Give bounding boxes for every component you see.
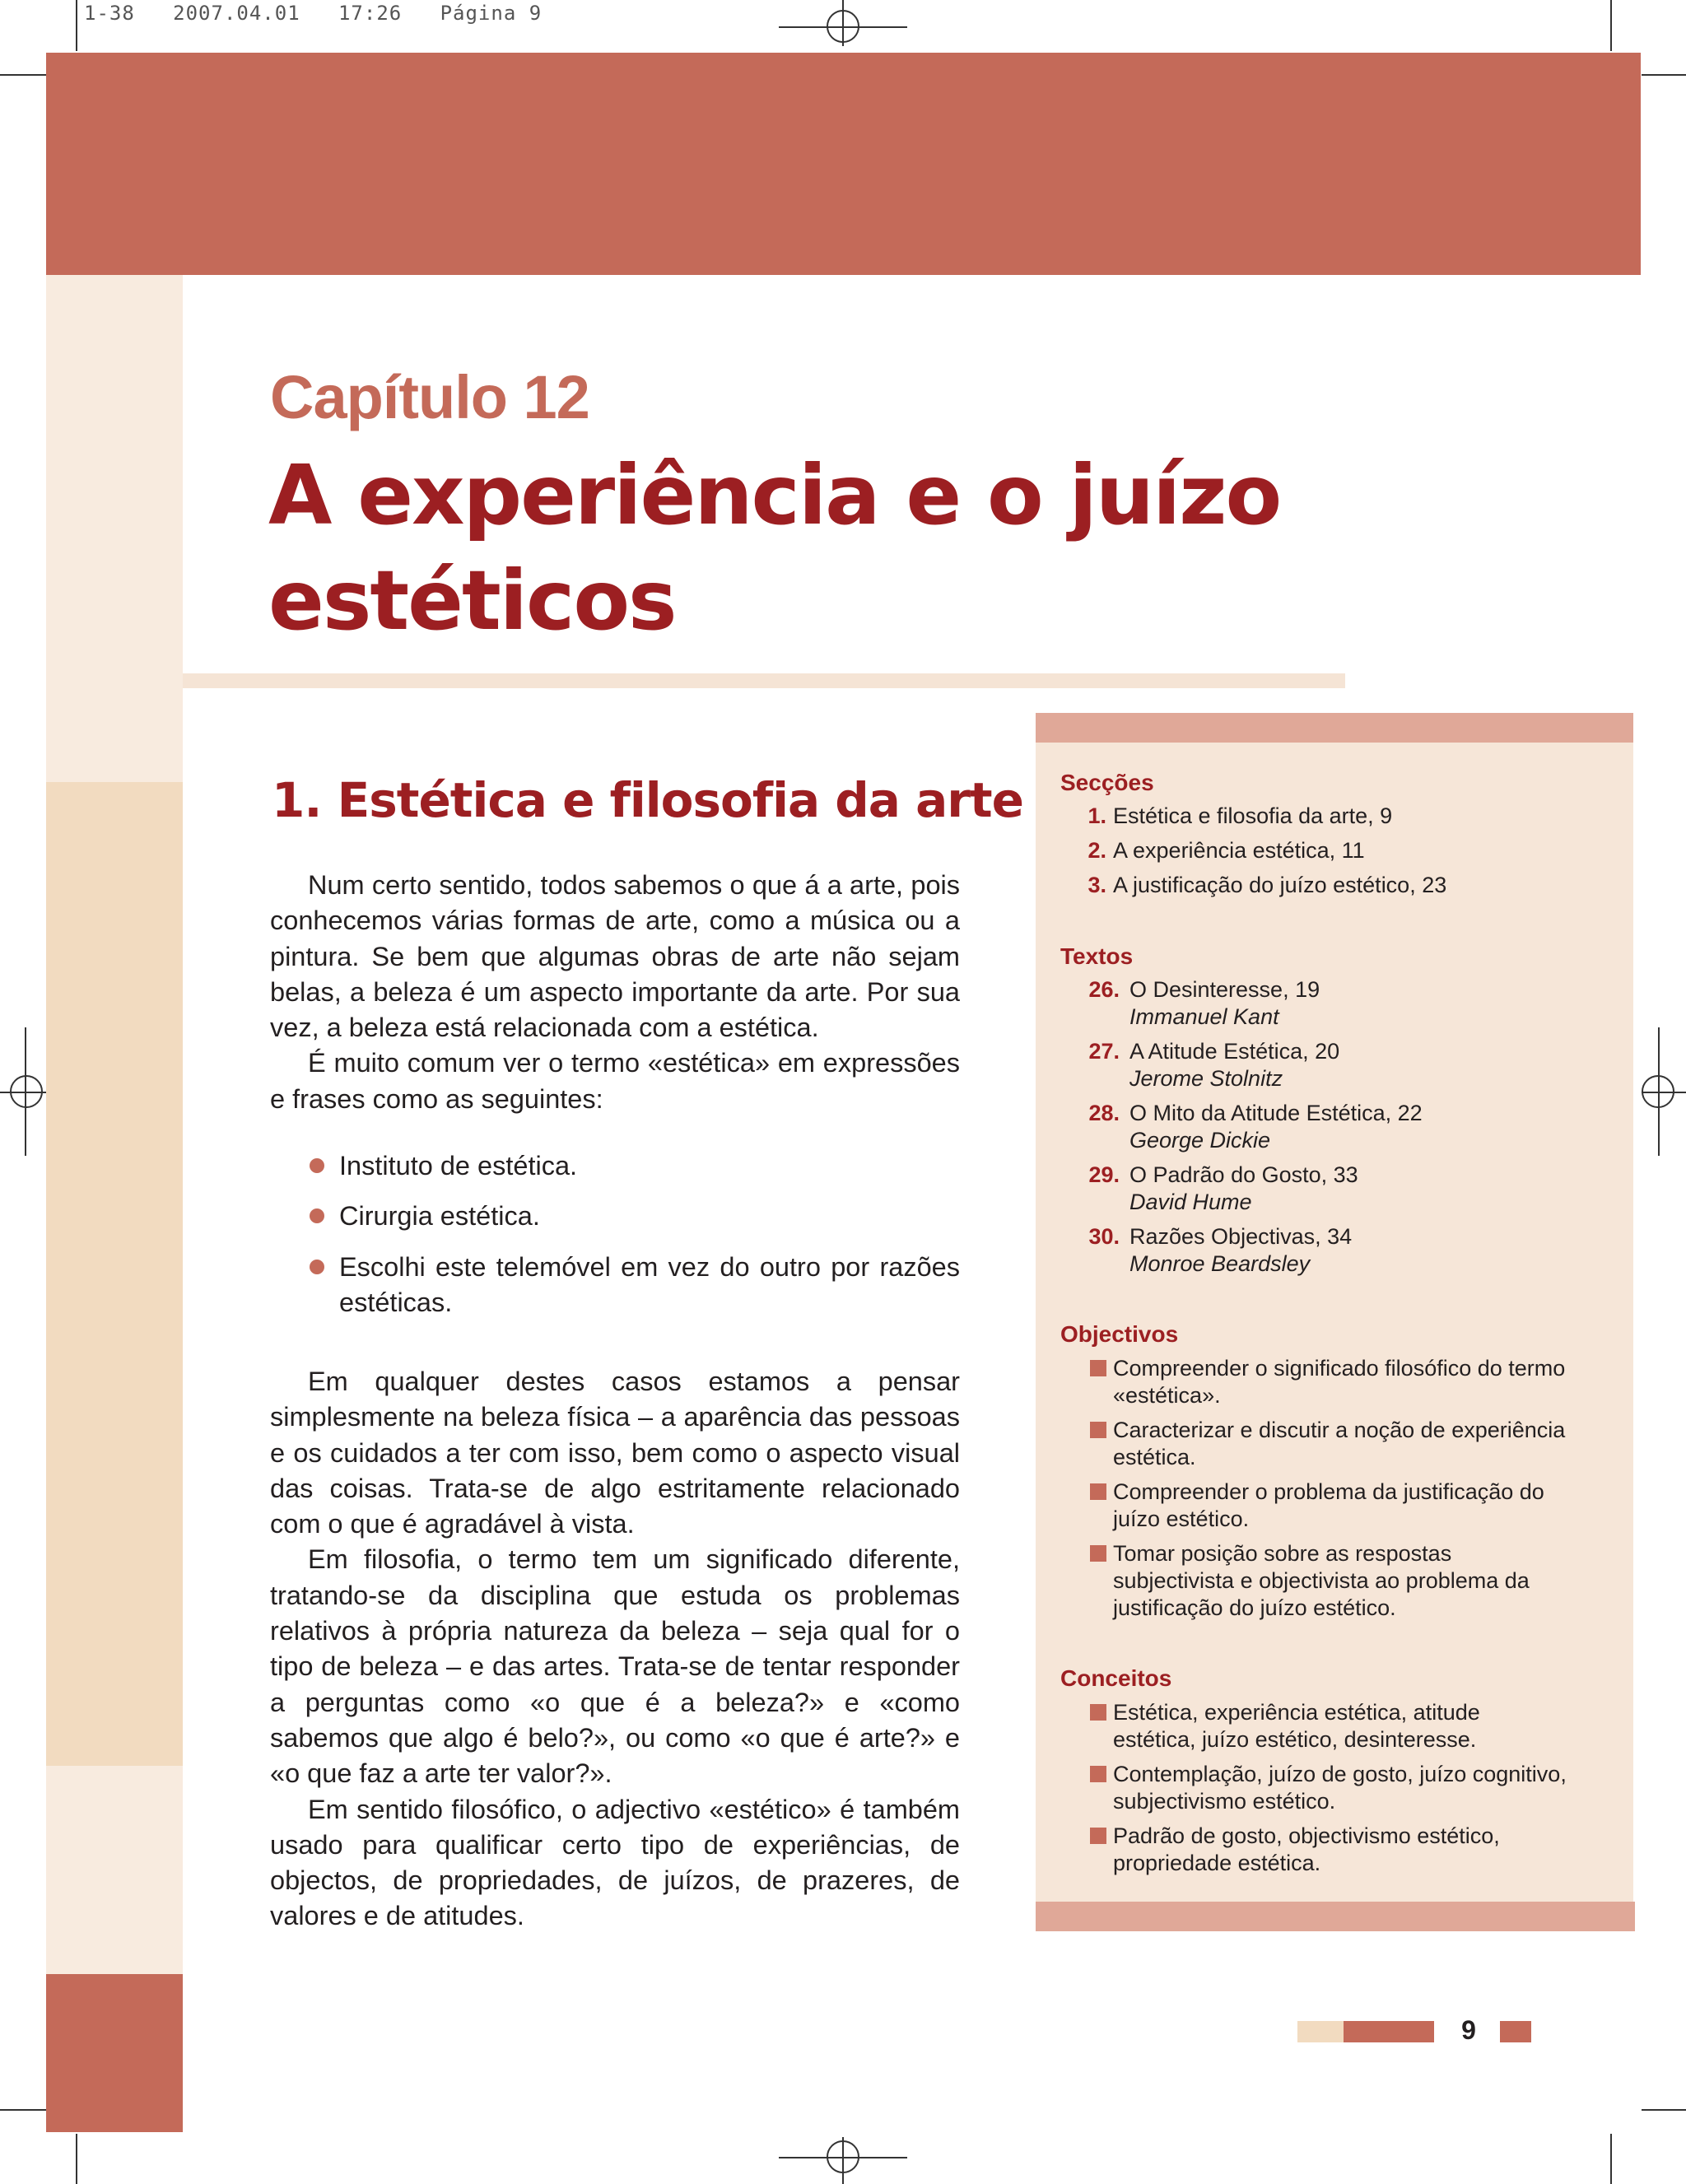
item-author: George Dickie: [1129, 1128, 1271, 1153]
paragraph: Em sentido filosófico, o adjectivo «estético» é também usado para qualificar certo tipo de experiências, de objectos, de propriedades, de juízos, de prazeres, de valores e de atitudes.: [270, 1794, 960, 1931]
square-bullet-icon: [1090, 1766, 1106, 1782]
title-rule: [183, 673, 1345, 688]
objectivo-item: [1090, 1417, 1584, 1471]
item-number: 26.: [1088, 977, 1120, 1002]
item-author: David Hume: [1129, 1190, 1252, 1214]
footer-bar: [1344, 2021, 1434, 2042]
item-text: Compreender o problema da justificação do juízo estético.: [1113, 1479, 1544, 1531]
item-number: 28.: [1088, 1101, 1120, 1125]
item-number: 27.: [1088, 1039, 1120, 1064]
crop-mark: [0, 2109, 46, 2111]
item-text: O Padrão do Gosto, 33: [1129, 1162, 1358, 1187]
objectivo-item: [1090, 1540, 1567, 1622]
body-text-main: [270, 1364, 960, 1935]
item-text: O Mito da Atitude Estética, 22: [1129, 1101, 1423, 1125]
section-heading: 1. Estética e filosofia da arte: [272, 772, 1023, 828]
margin-band: [46, 1974, 183, 2132]
objectivo-item: [1090, 1355, 1584, 1409]
body-text-intro: [270, 868, 960, 1117]
item-text: Estética e filosofia da arte, 9: [1113, 803, 1393, 828]
footer-bar: [1297, 2021, 1344, 2042]
item-number: 3.: [1088, 873, 1106, 897]
chapter-title: A experiência e o juízo estéticos: [268, 447, 1281, 649]
item-text: Caracterizar e discutir a noção de experiência estética.: [1113, 1418, 1566, 1469]
crop-mark: [76, 2134, 77, 2184]
chapter-label: Capítulo 12: [270, 363, 589, 431]
crop-mark: [1610, 2134, 1612, 2184]
list-item: [270, 1199, 960, 1234]
conceito-item: [1090, 1823, 1567, 1877]
list-item: [270, 1250, 960, 1321]
crop-mark: [0, 74, 46, 76]
crop-mark: [76, 0, 77, 51]
item-author: Immanuel Kant: [1129, 1004, 1279, 1029]
registration-mark-bottom: [827, 2140, 859, 2173]
conceito-item: [1090, 1761, 1567, 1815]
crop-mark: [1610, 0, 1612, 51]
list-item-text: Instituto de estética.: [339, 1151, 578, 1180]
paragraph: Num certo sentido, todos sabemos o que á a arte, pois conhecemos várias formas de arte, como a música ou a pintura. Se bem que algumas obras de arte não sejam belas, a beleza é um aspecto importante da arte. Por sua vez, a beleza está relacionada com a estética.: [270, 870, 960, 1043]
item-author: Jerome Stolnitz: [1129, 1066, 1283, 1091]
summary-box-top-bar: [1036, 713, 1633, 743]
textos-heading: Textos: [1060, 943, 1134, 969]
crop-mark: [1642, 74, 1686, 76]
footer-bar: [1500, 2021, 1531, 2042]
list-item-text: Cirurgia estética.: [339, 1201, 540, 1232]
margin-band: [46, 782, 183, 1766]
objectivo-item: [1090, 1479, 1584, 1533]
list-item: [270, 1148, 960, 1184]
registration-mark-right: [1642, 1075, 1674, 1108]
item-number: 30.: [1088, 1224, 1120, 1249]
bullet-icon: [310, 1158, 324, 1173]
item-text: A justificação do juízo estético, 23: [1113, 873, 1447, 897]
conceitos-heading: Conceitos: [1060, 1665, 1172, 1691]
conceito-item: [1090, 1699, 1567, 1753]
item-text: A experiência estética, 11: [1113, 838, 1365, 863]
bullet-icon: [310, 1208, 324, 1223]
seccoes-heading: Secções: [1060, 770, 1154, 795]
list-item-text: Escolhi este telemóvel em vez do outro por razões estéticas.: [339, 1251, 960, 1317]
item-number: 1.: [1088, 803, 1106, 828]
summary-box-bottom-bar: [1036, 1902, 1635, 1931]
item-text: Padrão de gosto, objectivismo estético, propriedade estética.: [1113, 1823, 1500, 1875]
bullet-icon: [310, 1260, 324, 1274]
square-bullet-icon: [1090, 1483, 1106, 1500]
example-list: [270, 1148, 960, 1335]
printer-slug: 1-38 2007.04.01 17:26 Página 9: [84, 2, 543, 25]
item-text: Razões Objectivas, 34: [1129, 1224, 1353, 1249]
square-bullet-icon: [1090, 1360, 1106, 1376]
square-bullet-icon: [1090, 1422, 1106, 1438]
square-bullet-icon: [1090, 1828, 1106, 1844]
paragraph: Em qualquer destes casos estamos a pensar simplesmente na beleza física – a aparência das pessoas e os cuidados a ter com isso, bem como o aspecto visual das coisas. Trata-se de algo estritamente relacionado com o que é agradável à vista.: [270, 1367, 960, 1539]
objectivos-heading: Objectivos: [1060, 1321, 1179, 1347]
paragraph: Em filosofia, o termo tem um significado diferente, tratando-se da disciplina que estuda os problemas relativos à própria natureza da beleza – seja qual for o tipo de beleza – e das artes. Trata-se de tentar responder a perguntas como «o que é a beleza?» e «como sabemos que algo é belo?», ou como «o que é arte?» e «o que faz a arte ter valor?».: [270, 1544, 960, 1789]
square-bullet-icon: [1090, 1545, 1106, 1562]
item-text: Tomar posição sobre as respostas subjectivista e objectivista ao problema da justificação do juízo estético.: [1113, 1541, 1530, 1620]
registration-mark-top: [827, 10, 859, 43]
item-author: Monroe Beardsley: [1129, 1251, 1311, 1276]
item-text: O Desinteresse, 19: [1129, 977, 1320, 1002]
item-number: 2.: [1088, 838, 1106, 863]
item-text: Contemplação, juízo de gosto, juízo cognitivo, subjectivismo estético.: [1113, 1762, 1567, 1814]
margin-band: [46, 1766, 183, 1974]
item-text: Estética, experiência estética, atitude estética, juízo estético, desinteresse.: [1113, 1700, 1480, 1752]
page-number: 9: [1461, 2015, 1476, 2045]
header-band: [46, 53, 1641, 275]
paragraph: É muito comum ver o termo «estética» em expressões e frases como as seguintes:: [270, 1048, 960, 1114]
item-text: A Atitude Estética, 20: [1129, 1039, 1340, 1064]
margin-band: [46, 275, 183, 782]
item-text: Compreender o significado filosófico do termo «estética».: [1113, 1356, 1566, 1408]
crop-mark: [1642, 2109, 1686, 2111]
registration-mark-left: [10, 1075, 43, 1108]
square-bullet-icon: [1090, 1704, 1106, 1721]
item-number: 29.: [1088, 1162, 1120, 1187]
